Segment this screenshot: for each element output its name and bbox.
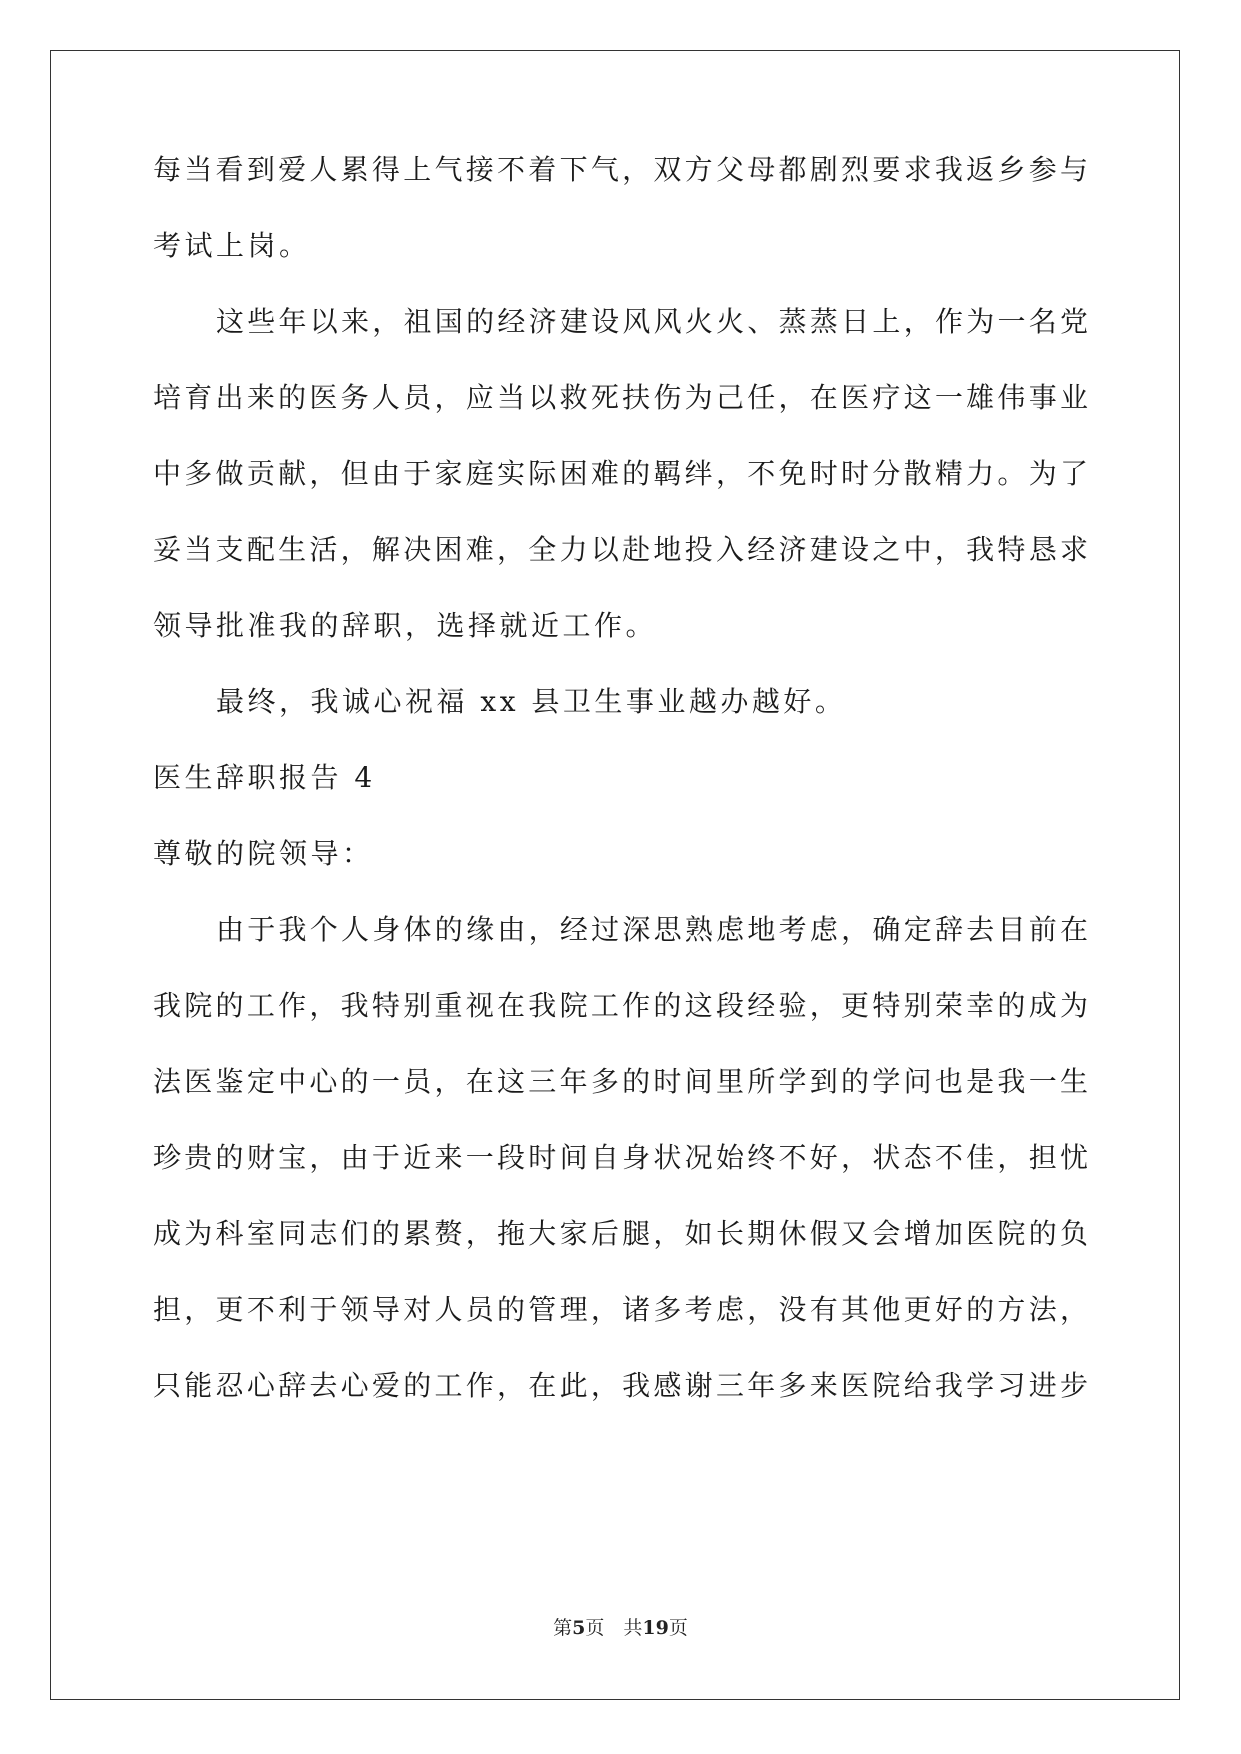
body-text-line: 成为科室同志们的累赘，拖大家后腿，如长期休假又会增加医院的负 [153, 1217, 1088, 1250]
paragraph-first-line: 由于我个人身体的缘由，经过深思熟虑地考虑，确定辞去目前在 [216, 913, 1088, 946]
body-text-line: 培育出来的医务人员，应当以救死扶伤为己任，在医疗这一雄伟事业 [153, 381, 1088, 414]
section-heading: 医生辞职报告 4 [153, 761, 376, 794]
body-text-line: 妥当支配生活，解决困难，全力以赴地投入经济建设之中，我特恳求 [153, 533, 1088, 566]
body-text-line: 珍贵的财宝，由于近来一段时间自身状况始终不好，状态不佳，担忧 [153, 1141, 1088, 1174]
total-page-number: 19 [642, 1617, 669, 1639]
paragraph-first-line: 最终，我诚心祝福 xx 县卫生事业越办越好。 [216, 685, 847, 718]
body-text-line: 法医鉴定中心的一员，在这三年多的时间里所学到的学问也是我一生 [153, 1065, 1088, 1098]
body-text-line: 担，更不利于领导对人员的管理，诸多考虑，没有其他更好的方法， [153, 1293, 1088, 1326]
body-text-line: 中多做贡献，但由于家庭实际困难的羁绊，不免时时分散精力。为了 [153, 457, 1088, 490]
body-text-line: 考试上岗。 [153, 229, 311, 262]
body-text-line: 每当看到爱人累得上气接不着下气，双方父母都剧烈要求我返乡参与 [153, 153, 1088, 186]
paragraph-first-line: 这些年以来，祖国的经济建设风风火火、蒸蒸日上，作为一名党 [216, 305, 1088, 338]
current-page-number: 5 [572, 1617, 586, 1639]
body-text-line: 领导批准我的辞职，选择就近工作。 [153, 609, 658, 642]
page-border [50, 50, 1180, 1700]
footer-suffix: 页 [668, 1617, 688, 1639]
footer-mid: 页 共 [585, 1617, 643, 1639]
body-text-line: 我院的工作，我特别重视在我院工作的这段经验，更特别荣幸的成为 [153, 989, 1088, 1022]
salutation: 尊敬的院领导： [153, 837, 374, 870]
footer-prefix: 第 [553, 1617, 573, 1639]
page-footer [0, 1615, 1241, 1641]
body-text-line: 只能忍心辞去心爱的工作，在此，我感谢三年多来医院给我学习进步 [153, 1369, 1088, 1402]
